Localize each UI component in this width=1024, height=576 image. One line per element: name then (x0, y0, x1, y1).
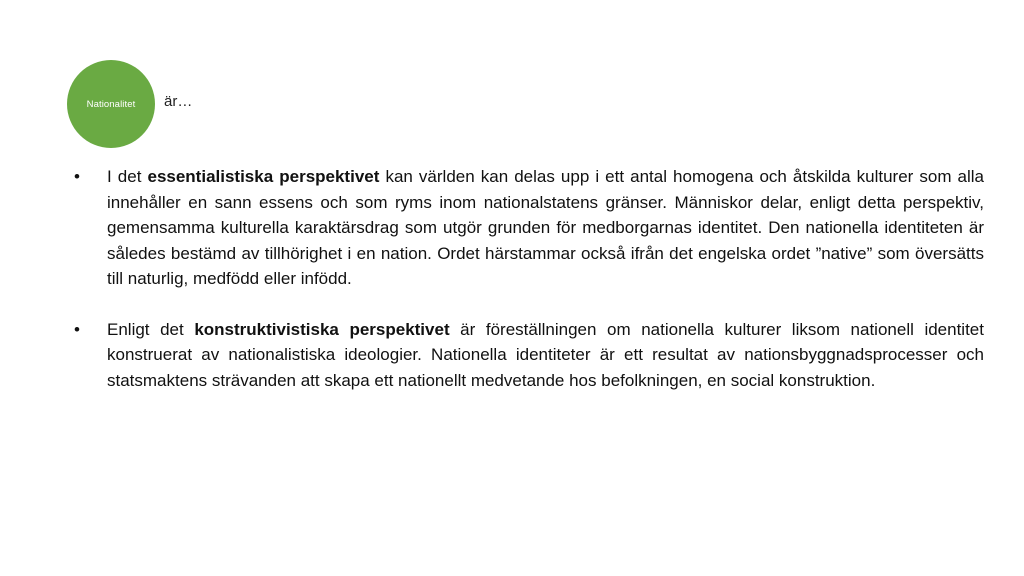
nationalitet-circle (67, 60, 155, 148)
circle-label: Nationalitet (86, 98, 136, 110)
bullet-dot-icon: • (74, 167, 80, 186)
bullet-dot-icon: • (74, 319, 80, 339)
bullet-list (74, 164, 984, 393)
bullet-text-after: är föreställningen om nationella kulturer liksom nationell identitet konstruerat av nationalistiska ideologier. Nationella identiteter är ett resultat av nationsbyggnadsprocesser och statsmaktens strävanden att skapa ett nationellt medvetande hos befolkningen, en social konstruktion. (107, 319, 984, 390)
bullet-text-after: kan världen kan delas upp i ett antal homogena och åtskilda kulturer som alla innehåller en sann essens och som ryms inom nationalstatens gränser. Människor delar, enligt detta perspektiv, gemensamma kulturella karaktärsdrag som utgör grunden för medborgarnas identitet. Den nationella identiteten är således bestämd av tillhörighet i en nation. Ordet härstammar också ifrån det engelska ordet ”native” som översätts till naturlig, medfödd eller infödd. (107, 167, 985, 288)
bullet-essentialist (74, 164, 984, 292)
bullet-text-bold: essentialistiska perspektivet (147, 167, 380, 186)
bullet-text (107, 317, 984, 394)
bullet-text (107, 164, 984, 292)
bullet-text-before: I det (107, 167, 148, 186)
circle-suffix-text: är… (164, 93, 193, 110)
bullet-text-before: Enligt det (107, 319, 195, 339)
bullet-constructivist (74, 317, 984, 394)
bullet-text-bold: konstruktivistiska perspektivet (194, 319, 450, 339)
